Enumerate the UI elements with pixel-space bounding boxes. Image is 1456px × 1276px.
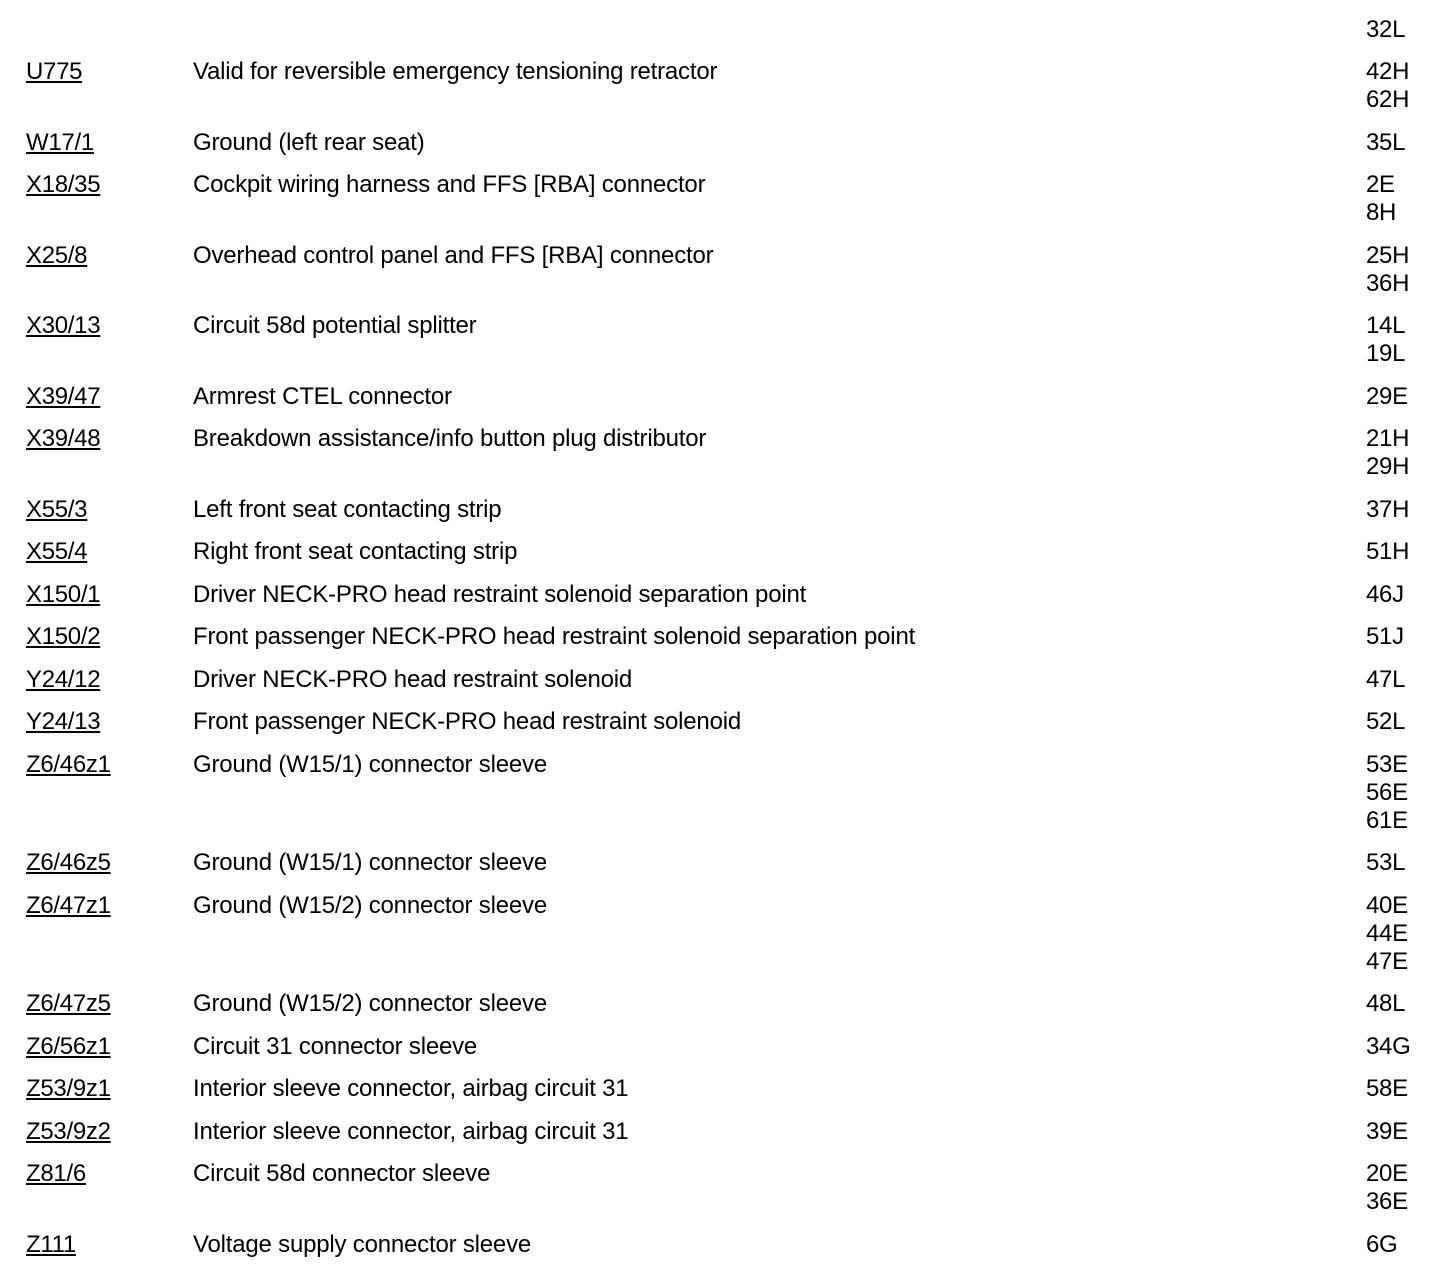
ref-list [1366,1118,1408,1146]
component-code-link[interactable]: X55/4 [26,538,88,565]
grid-ref: 51J [1366,623,1404,650]
grid-ref: 19L [1366,340,1406,367]
ref-list [1366,16,1405,44]
component-code-link[interactable]: X150/2 [26,623,101,650]
component-description: Ground (left rear seat) [193,128,425,156]
ref-list [1366,751,1408,835]
component-code-link[interactable]: X39/47 [26,382,101,410]
grid-ref: 20E [1366,1160,1408,1187]
grid-ref: 51H [1366,538,1410,565]
component-code-link[interactable]: X30/13 [26,312,101,339]
component-code-link[interactable]: U775 [26,58,83,85]
grid-ref: 46J [1366,580,1404,608]
grid-ref: 2E [1366,171,1395,198]
grid-ref: 56E [1366,778,1408,806]
component-code-link[interactable]: Z53/9z2 [26,1117,111,1145]
component-description: Interior sleeve connector, airbag circuit 31 [193,1075,629,1102]
grid-ref: 40E [1366,891,1408,919]
component-description: Driver NECK-PRO head restraint solenoid [193,665,633,693]
ref-list [1366,538,1409,566]
component-description: Ground (W15/2) connector sleeve [193,990,547,1017]
component-description: Circuit 58d potential splitter [193,312,477,339]
component-description: Valid for reversible emergency tensioning retractor [193,58,718,85]
component-code-link[interactable]: X25/8 [26,241,88,269]
component-description: Left front seat contacting strip [193,495,502,523]
grid-ref: 44E [1366,919,1408,947]
component-code-link[interactable]: Y24/12 [26,665,101,693]
ref-list [1366,312,1405,368]
grid-ref: 39E [1366,1117,1408,1145]
component-description: Circuit 58d connector sleeve [193,1160,491,1187]
ref-list [1366,623,1404,651]
component-description: Voltage supply connector sleeve [193,1230,532,1258]
ref-list [1366,129,1405,157]
ref-list [1366,581,1404,609]
ref-list [1366,242,1409,298]
ref-list [1366,990,1405,1018]
component-description: Right front seat contacting strip [193,538,518,565]
grid-ref: 37H [1366,495,1410,523]
component-code-link[interactable]: Z81/6 [26,1160,86,1187]
component-description: Front passenger NECK-PRO head restraint solenoid [193,708,742,735]
component-code-link[interactable]: Z6/56z1 [26,1032,111,1060]
grid-ref: 48L [1366,990,1406,1017]
grid-ref: 6G [1366,1230,1398,1258]
grid-ref: 34G [1366,1032,1411,1060]
grid-ref: 21H [1366,425,1410,452]
component-code-link[interactable]: Z111 [26,1230,76,1258]
component-code-link[interactable]: W17/1 [26,128,94,156]
grid-ref: 53L [1366,849,1406,876]
ref-list [1366,171,1396,227]
grid-ref: 61E [1366,806,1408,834]
ref-list [1366,1033,1410,1061]
grid-ref: 42H [1366,58,1410,85]
component-code-link[interactable]: X55/3 [26,495,88,523]
component-code-link[interactable]: X18/35 [26,171,101,198]
component-description: Cockpit wiring harness and FFS [RBA] connector [193,171,706,198]
grid-ref: 53E [1366,750,1408,778]
component-description: Front passenger NECK-PRO head restraint solenoid separation point [193,623,916,650]
grid-ref: 32L [1366,16,1406,43]
component-description: Ground (W15/1) connector sleeve [193,849,547,876]
grid-ref: 52L [1366,708,1406,735]
component-code-link[interactable]: X39/48 [26,425,101,452]
component-description: Overhead control panel and FFS [RBA] connector [193,241,714,269]
ref-list [1366,892,1408,976]
grid-ref: 14L [1366,312,1406,339]
grid-ref: 62H [1366,86,1410,113]
ref-list [1366,425,1409,481]
grid-ref: 58E [1366,1075,1408,1102]
component-description: Ground (W15/2) connector sleeve [193,891,547,919]
component-description: Circuit 31 connector sleeve [193,1032,478,1060]
ref-list [1366,708,1405,736]
component-description: Driver NECK-PRO head restraint solenoid separation point [193,580,807,608]
component-code-link[interactable]: Z6/47z5 [26,990,111,1017]
grid-ref: 47L [1366,665,1406,693]
ref-list [1366,666,1405,694]
grid-ref: 29H [1366,453,1410,480]
component-code-link[interactable]: Z6/46z1 [26,750,111,778]
ref-list [1366,1160,1408,1216]
grid-ref: 36H [1366,269,1410,297]
component-code-link[interactable]: X150/1 [26,580,101,608]
ref-list [1366,58,1409,114]
grid-ref: 35L [1366,128,1406,156]
component-description: Breakdown assistance/info button plug distributor [193,425,707,452]
component-code-link[interactable]: Z53/9z1 [26,1075,111,1102]
grid-ref: 47E [1366,947,1408,975]
grid-ref: 8H [1366,199,1397,226]
component-description: Armrest CTEL connector [193,382,452,410]
grid-ref: 29E [1366,382,1408,410]
ref-list [1366,1231,1397,1259]
component-code-link[interactable]: Z6/46z5 [26,849,111,876]
component-code-link[interactable]: Y24/13 [26,708,101,735]
grid-ref: 25H [1366,241,1410,269]
ref-list [1366,849,1405,877]
ref-list [1366,1075,1408,1103]
component-description: Ground (W15/1) connector sleeve [193,750,547,778]
ref-list [1366,496,1409,524]
component-description: Interior sleeve connector, airbag circuit 31 [193,1117,629,1145]
grid-ref: 36E [1366,1188,1408,1215]
ref-list [1366,383,1408,411]
component-code-link[interactable]: Z6/47z1 [26,891,111,919]
